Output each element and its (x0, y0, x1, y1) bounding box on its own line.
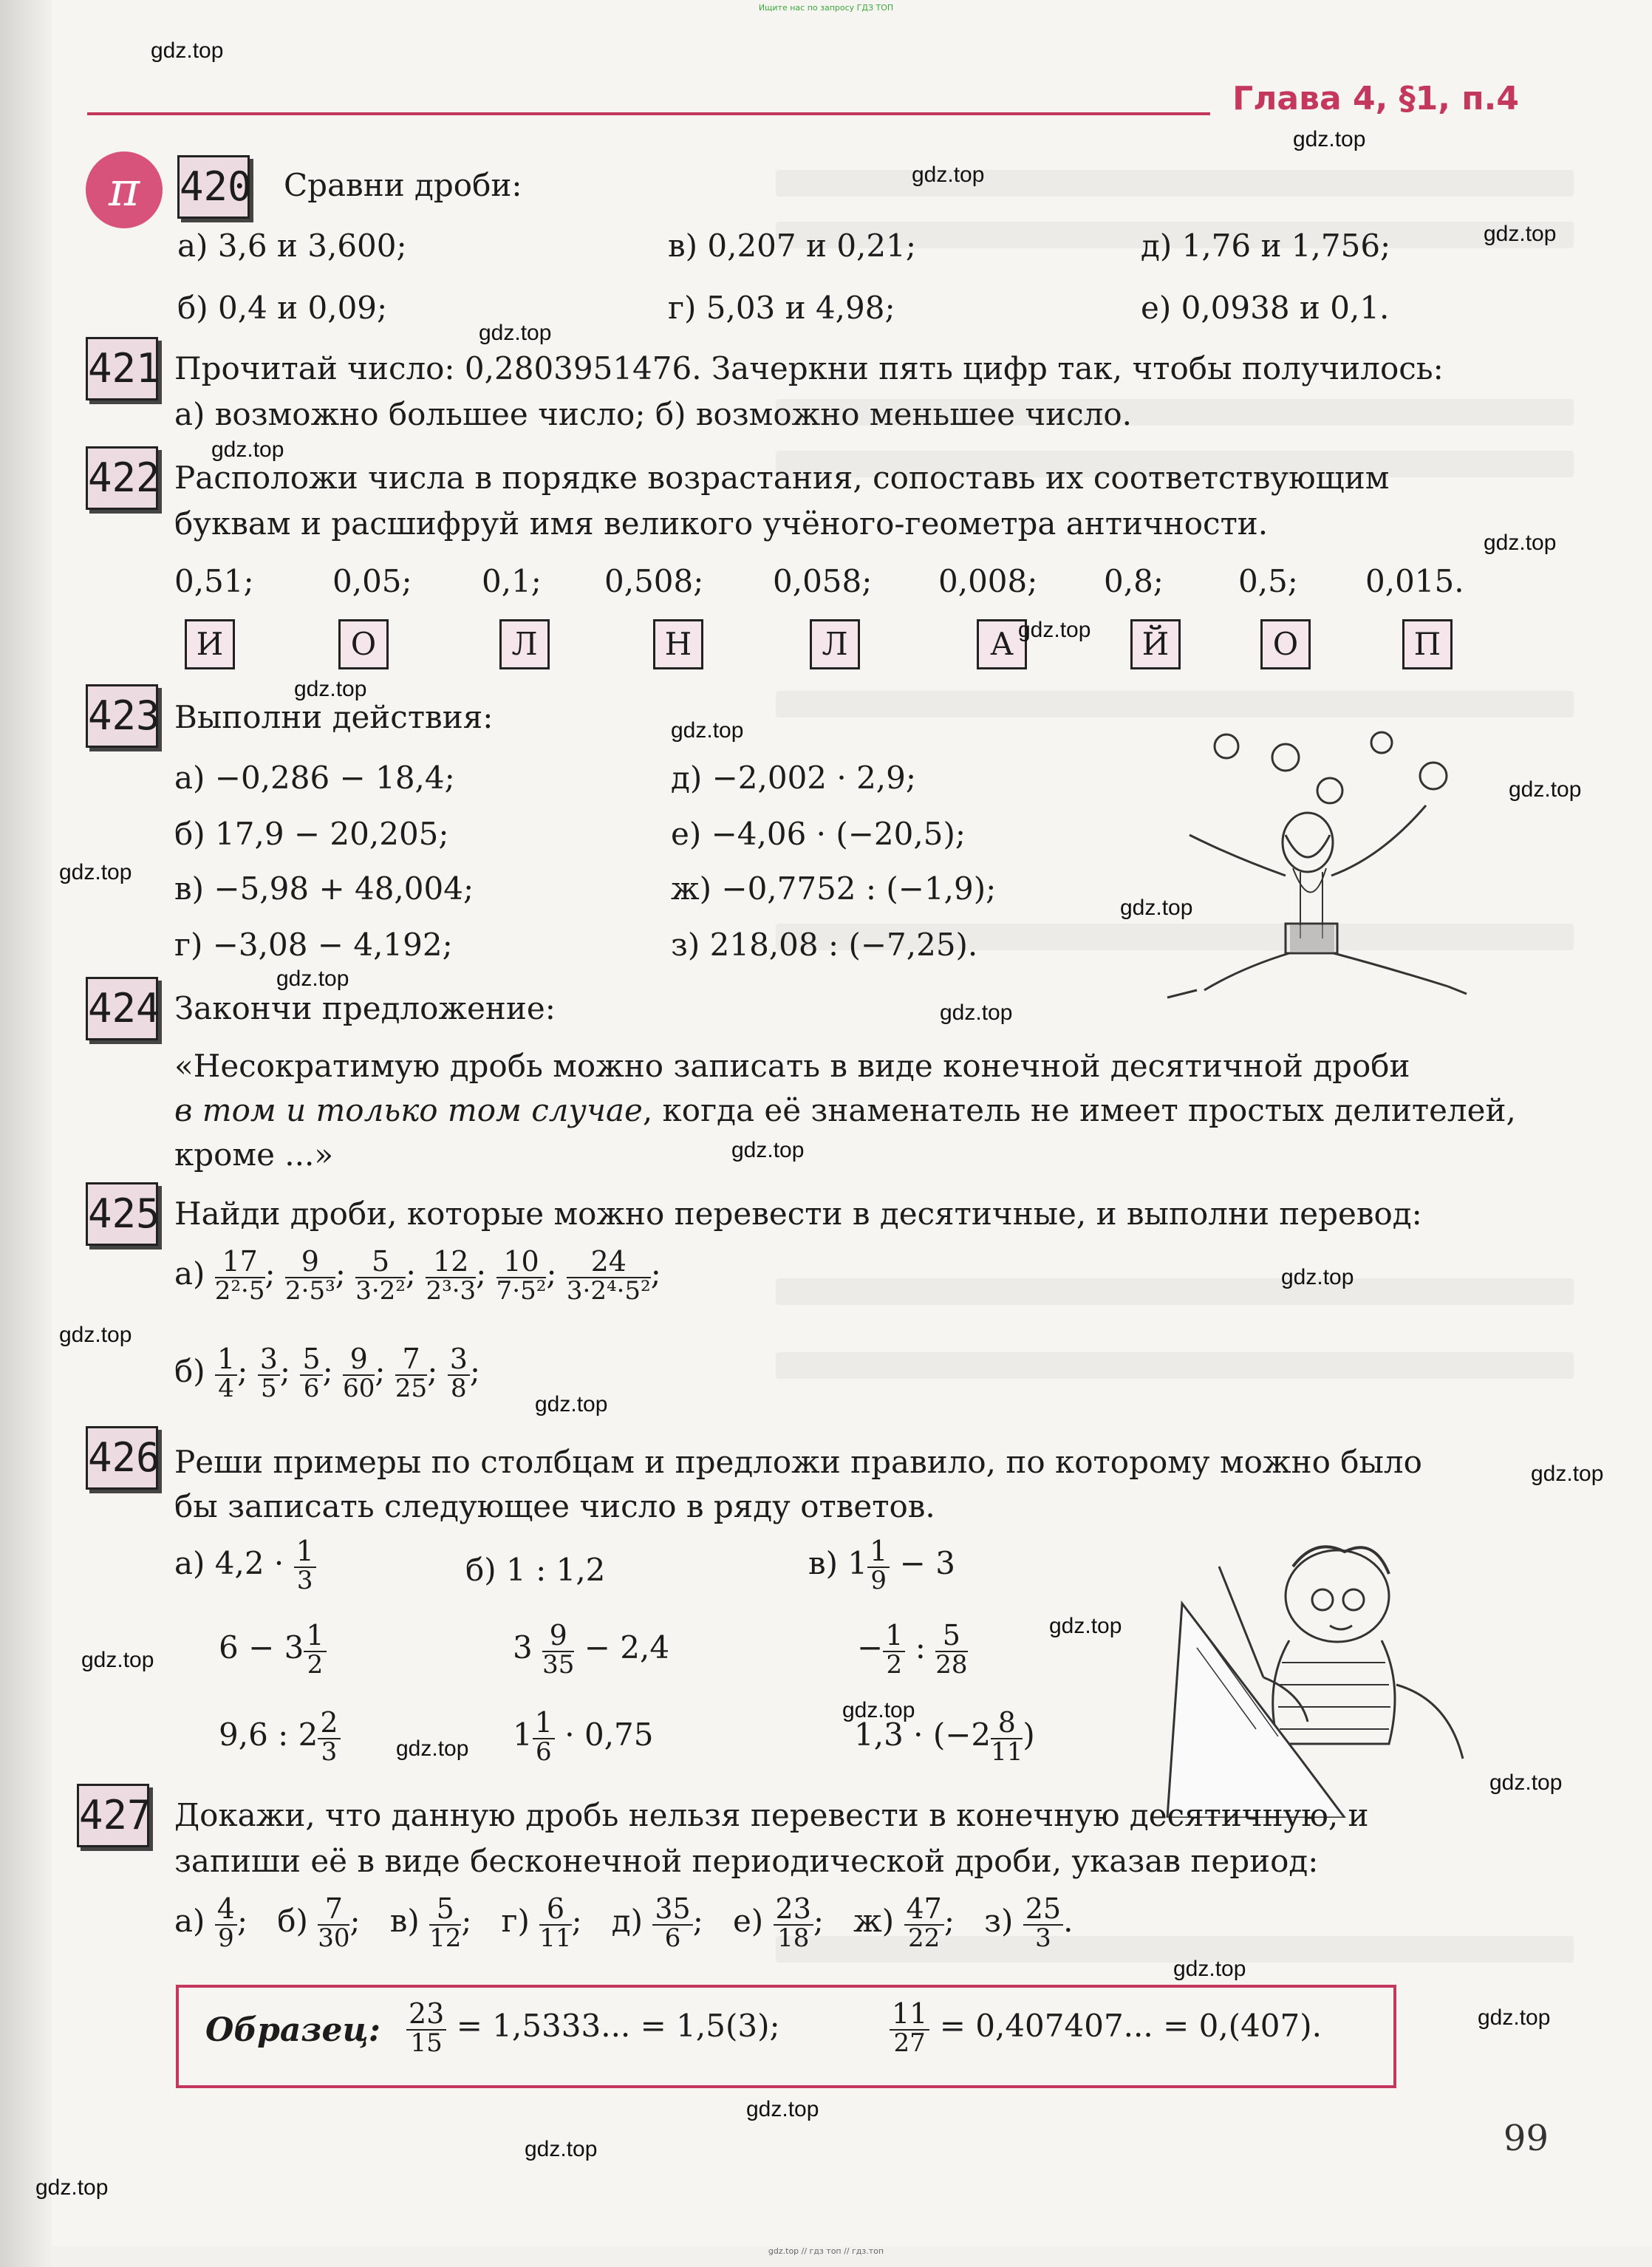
denominator: 2 (886, 1649, 903, 1680)
watermark: gdz.top (1018, 618, 1091, 642)
task-424-line3: кроме ...» (174, 1136, 334, 1173)
watermark: gdz.top (535, 1392, 608, 1417)
fraction (285, 1247, 335, 1305)
task-425-row-a (174, 1247, 661, 1305)
top-note: Ищите нас по запросу ГДЗ ТОП (758, 3, 894, 13)
watermark: gdz.top (912, 163, 985, 187)
show-through-line (776, 1278, 1574, 1305)
denominator: 9 (218, 1923, 234, 1953)
fraction (258, 1345, 280, 1402)
show-through-line (776, 170, 1574, 197)
denominator: 7·5² (496, 1275, 547, 1306)
task-number-424: 424 (86, 977, 158, 1040)
task-425-row-b (174, 1345, 480, 1402)
boy-writing-illustration (1153, 1537, 1492, 1818)
task-424-italic: в том и только том случае (174, 1092, 643, 1128)
denominator: 60 (343, 1373, 375, 1403)
denominator: 3 (1035, 1923, 1051, 1953)
bottom-note: gdz.top // гдз топ // гдз.топ (768, 2246, 884, 2256)
denominator: 15 (410, 2028, 443, 2058)
expr-text: − (857, 1629, 884, 1666)
denominator: 6 (536, 1736, 552, 1767)
header-rule (87, 112, 1210, 115)
denominator: 3 (296, 1565, 313, 1595)
task-420-item-e: е) 0,0938 и 0,1. (1141, 290, 1390, 326)
fraction (300, 1345, 322, 1402)
watermark: gdz.top (1120, 896, 1193, 920)
watermark: gdz.top (35, 2175, 109, 2200)
task-426-c2 (857, 1621, 968, 1679)
watermark: gdz.top (151, 38, 224, 63)
task-423-item: з) 218,08 : (−7,25). (671, 927, 978, 963)
separator: ; (476, 1255, 487, 1292)
task-425-text: Найди дроби, которые можно перевести в десятичные, и выполни перевод: (174, 1196, 1422, 1232)
separator: ; (279, 1352, 291, 1389)
task-426-b1: б) 1 : 1,2 (465, 1552, 606, 1588)
item-label: з) (984, 1902, 1014, 1939)
task-426-b2 (513, 1621, 669, 1679)
chapter-heading: Глава 4, §1, п.4 (1232, 80, 1519, 117)
task-422-letter: Й (1130, 619, 1181, 669)
fraction (890, 1997, 929, 2058)
denominator: 12 (429, 1923, 462, 1953)
expr-text: 9,6 : 2 (219, 1716, 318, 1753)
numerator: 23 (774, 1895, 813, 1926)
task-423-item: ж) −0,7752 : (−1,9); (671, 870, 997, 907)
watermark: gdz.top (1478, 2005, 1551, 2030)
numerator: 11 (890, 2000, 929, 2031)
watermark: gdz.top (1531, 1462, 1604, 1486)
task-426-a1 (174, 1537, 316, 1595)
expr-text: ) (1023, 1716, 1035, 1753)
separator: ; (237, 1352, 248, 1389)
numerator: 1 (867, 1537, 890, 1568)
expr-text: 6 − 3 (219, 1629, 304, 1666)
page-number: 99 (1503, 2118, 1549, 2159)
numerator: 5 (355, 1247, 406, 1278)
task-420-item-g: г) 5,03 и 4,98; (668, 290, 895, 326)
task-422-letter: Л (499, 619, 550, 669)
numerator: 1 (294, 1537, 316, 1568)
fraction (215, 1892, 237, 1953)
watermark: gdz.top (1173, 1957, 1246, 1981)
task-427-line1: Докажи, что данную дробь нельзя перевести в конечную десятичную, и (174, 1797, 1369, 1833)
numerator: 7 (395, 1345, 427, 1376)
pi-icon: π (86, 151, 163, 228)
watermark: gdz.top (59, 860, 132, 884)
numerator: 4 (215, 1895, 237, 1926)
numerator: 9 (542, 1621, 574, 1652)
numerator: 23 (406, 2000, 446, 2031)
watermark: gdz.top (940, 1000, 1013, 1025)
numerator: 47 (904, 1895, 944, 1926)
fraction (567, 1247, 651, 1305)
denominator: 6 (664, 1923, 681, 1953)
expr-text: · 0,75 (564, 1716, 654, 1753)
denominator: 35 (542, 1649, 575, 1680)
task-420-item-a: а) 3,6 и 3,600; (177, 228, 407, 264)
denominator: 11 (539, 1923, 572, 1953)
separator: ; (405, 1255, 417, 1292)
juggler-illustration (1101, 724, 1470, 1005)
task-423-item: в) −5,98 + 48,004; (174, 870, 474, 907)
task-number-420: 420 (177, 155, 250, 219)
denominator: 3·2² (355, 1275, 406, 1306)
watermark: gdz.top (211, 437, 284, 462)
fraction (318, 1708, 340, 1766)
watermark: gdz.top (525, 2137, 598, 2161)
task-422-letter: П (1402, 619, 1453, 669)
denominator: 9 (870, 1565, 887, 1595)
numerator: 1 (883, 1621, 905, 1652)
fraction (426, 1247, 476, 1305)
task-422-number: 0,058; (773, 563, 873, 599)
show-through-line (776, 691, 1574, 717)
show-through-line (776, 1352, 1574, 1379)
watermark: gdz.top (396, 1736, 469, 1761)
fraction (935, 1621, 967, 1679)
task-422-letter: Л (810, 619, 860, 669)
task-422-letter: А (977, 619, 1027, 669)
denominator: 11 (991, 1736, 1023, 1767)
denominator: 4 (218, 1373, 234, 1403)
task-422-number: 0,51; (174, 563, 254, 599)
fraction (318, 1892, 350, 1953)
task-420-item-v: в) 0,207 и 0,21; (668, 228, 916, 264)
separator: ; (335, 1255, 346, 1292)
denominator: 8 (450, 1373, 467, 1403)
task-422-letter: И (185, 619, 235, 669)
watermark: gdz.top (842, 1698, 915, 1722)
watermark: gdz.top (81, 1648, 154, 1672)
task-422-letter: О (338, 619, 389, 669)
separator: ; (375, 1352, 386, 1389)
task-427-line2: запиши её в виде бесконечной периодической дроби, указав период: (174, 1843, 1319, 1879)
numerator: 5 (429, 1895, 461, 1926)
watermark: gdz.top (1509, 777, 1582, 802)
denominator: 2²·5 (214, 1275, 265, 1306)
task-420-item-b: б) 0,4 и 0,09; (177, 290, 388, 326)
fraction (343, 1345, 375, 1402)
denominator: 2·5³ (285, 1275, 335, 1306)
fraction (1023, 1892, 1063, 1953)
fraction (774, 1892, 813, 1953)
page-gutter-shadow (0, 0, 52, 2267)
fraction (406, 1997, 446, 2058)
task-422-letter: О (1260, 619, 1311, 669)
separator: ; (264, 1255, 276, 1292)
fraction (395, 1345, 427, 1402)
expr-text: а) 4,2 · (174, 1544, 284, 1581)
denominator: 2³·3 (426, 1275, 477, 1306)
task-422-number: 0,05; (332, 563, 412, 599)
task-422-letter: Н (653, 619, 703, 669)
task-425-label-a: а) (174, 1255, 205, 1292)
sample-label: Образец: (205, 2011, 381, 2049)
watermark: gdz.top (1489, 1770, 1563, 1795)
watermark: gdz.top (276, 967, 349, 991)
denominator: 2 (307, 1649, 324, 1680)
expr-text: 1,3 · (−2 (854, 1716, 991, 1753)
numerator: 7 (318, 1895, 349, 1926)
watermark: gdz.top (731, 1138, 805, 1162)
task-420-text: Сравни дроби: (284, 167, 522, 203)
task-427-items: а) $\frac{4}{9}$ ; б) $\frac{7}{30}$ ; в) $\frac{5}{12}$ ; г) $\frac{6}{11}$ ; д) $\frac{35}{6}$ ; е) $\frac{23}{18}$ ; ж) $\frac{47}{22}$ ; з) $\frac{25}{3}$ . (174, 1892, 1074, 1953)
expr-text: 1 (513, 1716, 533, 1753)
task-426-a2 (219, 1621, 327, 1679)
numerator: 1 (533, 1708, 555, 1739)
denominator: 30 (318, 1923, 350, 1953)
separator: ; (322, 1352, 333, 1389)
numerator: 5 (300, 1345, 322, 1376)
task-422-number: 0,008; (938, 563, 1038, 599)
task-424-text: Закончи предложение: (174, 990, 556, 1026)
numerator: 12 (426, 1247, 476, 1278)
denominator: 28 (935, 1649, 968, 1680)
denominator: 27 (893, 2028, 926, 2058)
fraction (991, 1708, 1023, 1766)
watermark: gdz.top (746, 2097, 819, 2121)
numerator: 10 (496, 1247, 547, 1278)
fraction (448, 1345, 470, 1402)
task-424-line2 (174, 1092, 1516, 1128)
fraction (294, 1537, 316, 1595)
denominator: 5 (261, 1373, 277, 1403)
watermark: gdz.top (59, 1323, 132, 1347)
task-422-number: 0,508; (604, 563, 704, 599)
task-426-a3 (219, 1708, 341, 1766)
fraction (355, 1247, 406, 1305)
fraction (652, 1892, 692, 1953)
task-423-text: Выполни действия: (174, 699, 494, 735)
sample-equation-2 (890, 1997, 1322, 2058)
denominator: 3 (321, 1736, 338, 1767)
task-421-line1: Прочитай число: 0,2803951476. Зачеркни пять цифр так, чтобы получилось: (174, 350, 1444, 386)
task-423-item: а) −0,286 − 18,4; (174, 760, 455, 796)
numerator: 3 (448, 1345, 470, 1376)
watermark: gdz.top (1049, 1614, 1122, 1638)
numerator: 35 (652, 1895, 692, 1926)
task-424-line2-rest: , когда её знаменатель не имеет простых делителей, (642, 1092, 1516, 1128)
fraction (867, 1537, 890, 1595)
watermark: gdz.top (1281, 1265, 1354, 1289)
numerator: 3 (258, 1345, 280, 1376)
numerator: 9 (343, 1345, 375, 1376)
expr-text: − 3 (899, 1544, 955, 1581)
separator: ; (650, 1255, 661, 1292)
task-422-number: 0,5; (1238, 563, 1298, 599)
fraction (883, 1621, 905, 1679)
numerator: 1 (304, 1621, 326, 1652)
denominator: 18 (777, 1923, 810, 1953)
separator: ; (546, 1255, 557, 1292)
task-426-line1: Реши примеры по столбцам и предложи правило, по которому можно было (174, 1444, 1422, 1480)
task-423-item: б) 17,9 − 20,205; (174, 816, 449, 852)
item-label: г) (501, 1902, 530, 1939)
task-421-line2: а) возможно большее число; б) возможно меньшее число. (174, 396, 1132, 432)
fraction (539, 1892, 572, 1953)
numerator: 25 (1023, 1895, 1063, 1926)
fraction (496, 1247, 547, 1305)
denominator: 6 (303, 1373, 320, 1403)
fraction (542, 1621, 574, 1679)
task-426-line2: бы записать следующее число в ряду ответов. (174, 1488, 935, 1524)
fraction (429, 1892, 462, 1953)
expr-text: в) 1 (808, 1544, 868, 1581)
task-426-c1 (808, 1537, 955, 1595)
task-426-b3 (513, 1708, 654, 1766)
watermark: gdz.top (1293, 127, 1366, 151)
numerator: 6 (539, 1895, 571, 1926)
item-label: ж) (853, 1902, 895, 1939)
sample-equation-1 (406, 1997, 780, 2058)
numerator: 8 (991, 1708, 1023, 1739)
denominator: 3·2⁴·5² (566, 1275, 651, 1306)
item-label: б) (277, 1902, 308, 1939)
task-423-item: е) −4,06 · (−20,5); (671, 816, 966, 852)
watermark: gdz.top (671, 718, 744, 743)
expr-text: 3 (513, 1629, 533, 1666)
numerator: 17 (215, 1247, 265, 1278)
task-number-423: 423 (86, 684, 158, 748)
numerator: 2 (318, 1708, 340, 1739)
numerator: 9 (285, 1247, 335, 1278)
watermark: gdz.top (479, 321, 552, 345)
fraction (904, 1892, 944, 1953)
task-422-number: 0,1; (482, 563, 542, 599)
watermark: gdz.top (294, 677, 367, 701)
item-label: а) (174, 1902, 205, 1939)
fraction (215, 1345, 237, 1402)
numerator: 5 (935, 1621, 967, 1652)
watermark: gdz.top (1484, 222, 1557, 246)
task-424-line1: «Несократимую дробь можно записать в виде конечной десятичной дроби (174, 1048, 1410, 1084)
expr-text: : (915, 1629, 926, 1666)
task-420-item-d: д) 1,76 и 1,756; (1141, 228, 1391, 264)
task-422-number: 0,8; (1104, 563, 1164, 599)
task-number-421: 421 (86, 337, 158, 400)
task-number-427: 427 (77, 1784, 149, 1847)
separator: ; (427, 1352, 438, 1389)
separator: ; (469, 1352, 481, 1389)
fraction (304, 1621, 326, 1679)
task-number-425: 425 (86, 1182, 158, 1246)
fraction (533, 1708, 555, 1766)
task-number-422: 422 (86, 446, 158, 510)
task-423-item: д) −2,002 · 2,9; (671, 760, 917, 796)
sample-result-2: = 0,407407... = 0,(407). (939, 2007, 1322, 2044)
task-number-426: 426 (86, 1426, 158, 1490)
item-label: е) (732, 1902, 764, 1939)
denominator: 25 (395, 1373, 428, 1403)
denominator: 22 (908, 1923, 941, 1953)
watermark: gdz.top (1484, 531, 1557, 555)
numerator: 24 (567, 1247, 651, 1278)
task-422-line2: буквам и расшифруй имя великого учёного-геометра античности. (174, 505, 1269, 542)
item-label: в) (389, 1902, 420, 1939)
expr-text: − 2,4 (584, 1629, 670, 1666)
sample-result-1: = 1,5333... = 1,5(3); (456, 2007, 780, 2044)
item-label: д) (611, 1902, 644, 1939)
fraction (215, 1247, 265, 1305)
task-422-number: 0,015. (1365, 563, 1464, 599)
task-423-item: г) −3,08 − 4,192; (174, 927, 453, 963)
task-422-line1: Расположи числа в порядке возрастания, сопоставь их соответствующим (174, 460, 1390, 496)
numerator: 1 (215, 1345, 237, 1376)
task-425-label-b: б) (174, 1352, 205, 1389)
